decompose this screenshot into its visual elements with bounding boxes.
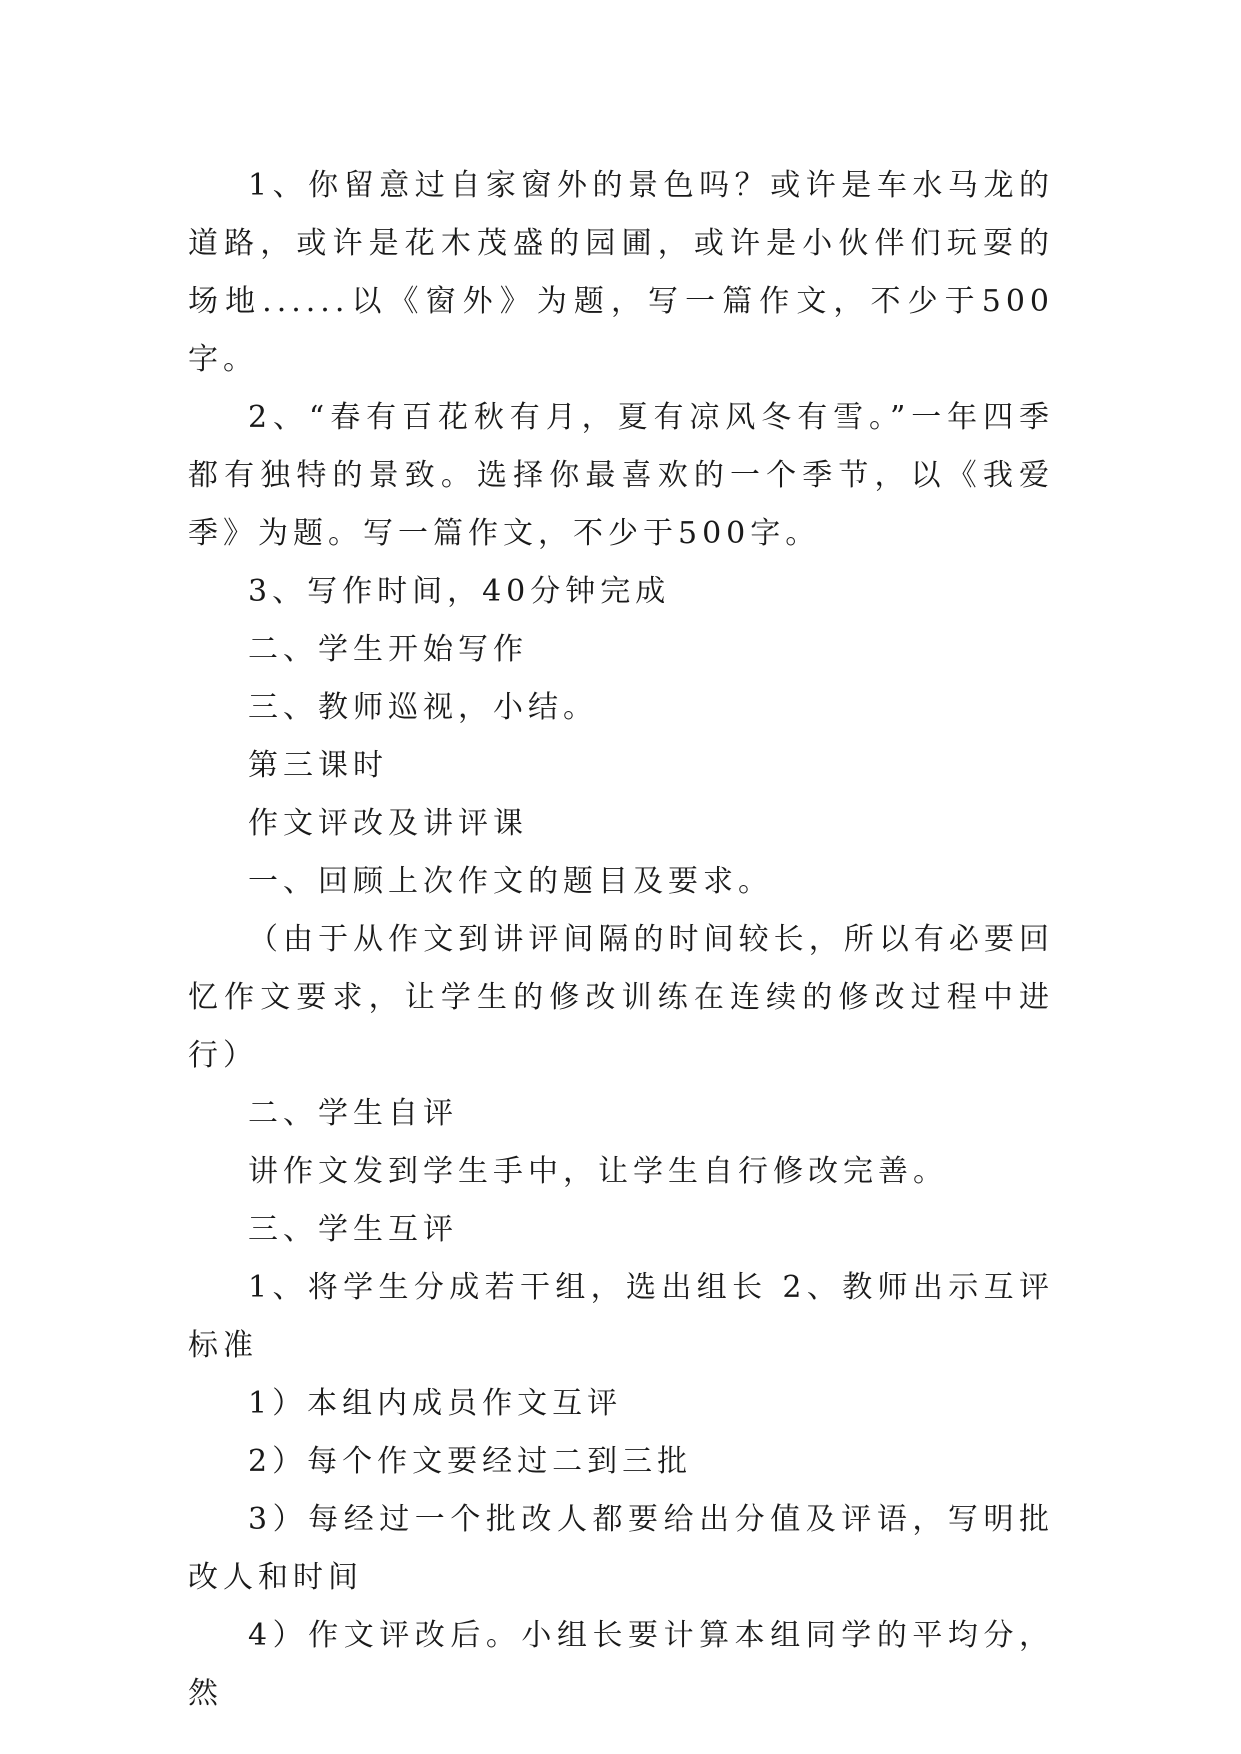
paragraph-window-prompt: 1、你留意过自家窗外的景色吗？或许是车水马龙的道路，或许是花木茂盛的园圃，或许是小伙伴们玩耍的场地......以《窗外》为题，写一篇作文，不少于500字。 [188,168,1054,377]
paragraph-review-note: （由于从作文到讲评间隔的时间较长，所以有必要回忆作文要求，让学生的修改训练在连续的修改过程中进行） [188,922,1054,1073]
paragraph-writing-time: 3、写作时间，40分钟完成 [248,574,671,609]
list-item-3: 3）每经过一个批改人都要给出分值及评语，写明批改人和时间 [188,1502,1054,1595]
list-item-1: 1）本组内成员作文互评 [248,1386,623,1421]
paragraph-peer-review: 三、学生互评 [248,1212,458,1247]
list-item-2: 2）每个作文要经过二到三批 [248,1444,693,1479]
paragraph-teacher-summary: 三、教师巡视，小结。 [248,690,598,725]
section-subheading-review-class: 作文评改及讲评课 [248,806,528,841]
paragraph-season-prompt: 2、“春有百花秋有月，夏有凉风冬有雪。”一年四季都有独特的景致。选择你最喜欢的一个季节，以《我爱 季》为题。写一篇作文，不少于500字。 [188,400,1054,551]
section-heading-third-lesson: 第三课时 [248,748,388,783]
paragraph-self-review-detail: 讲作文发到学生手中，让学生自行修改完善。 [248,1154,948,1189]
paragraph-review-requirements: 一、回顾上次作文的题目及要求。 [248,864,773,899]
paragraph-students-write: 二、学生开始写作 [248,632,528,667]
document-body [188,157,1054,1723]
list-item-4: 4）作文评改后。小组长要计算本组同学的平均分，然 [188,1618,1054,1711]
paragraph-self-review: 二、学生自评 [248,1096,458,1131]
paragraph-peer-review-steps: 1、将学生分成若干组，选出组长 2、教师出示互评标准 [188,1270,1054,1363]
